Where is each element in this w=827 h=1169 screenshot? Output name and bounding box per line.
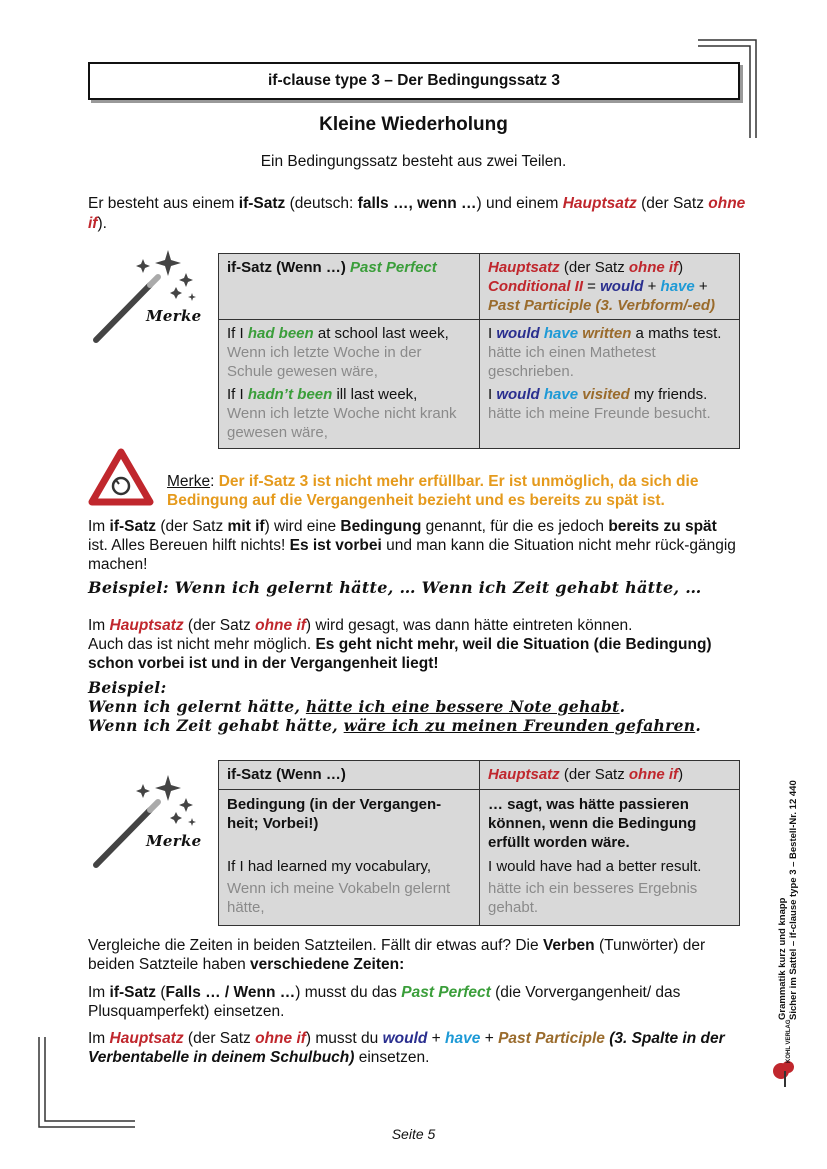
example-2-line-1: Wenn ich gelernt hätte, hätte ich eine bessere Note gehabt. — [88, 697, 626, 716]
warning-triangle-icon — [88, 448, 154, 506]
table2-main-body — [480, 790, 740, 926]
page-title-box — [88, 62, 740, 100]
magic-wand-icon — [88, 770, 208, 870]
table1-main-translation-1: hätte ich einen Mathetest geschrieben. — [488, 344, 656, 380]
magic-wand-icon — [88, 245, 208, 345]
magic-wand-merke-1 — [88, 245, 208, 345]
paragraph-if-clause: Im if-Satz (der Satz mit if) wird eine Bedingung genannt, für die es jedoch bereits zu spät ist. Alles Bereuen hilft nichts! Es ist vorbei und man kann die Situation nicht mehr rück-gängig machen! — [88, 518, 736, 573]
sidebar-vertical-text — [777, 780, 799, 1020]
paragraph-if-tense: Im if-Satz (Falls … / Wenn …) musst du das Past Perfect (die Vorvergangenheit/ das Plusquamperfekt) einsetzen. — [88, 984, 681, 1020]
table2-if-example: If I had learned my vocabulary, — [227, 858, 431, 875]
tense-table-1 — [218, 253, 740, 449]
tense-table-2 — [218, 760, 740, 926]
tree-logo-icon — [768, 1055, 800, 1095]
table1-if-example-2: If I hadn’t been ill last week, — [227, 386, 418, 403]
table2-main-description: … sagt, was hätte passieren können, wenn die Bedingung erfüllt worden wäre. — [488, 796, 697, 851]
table1-main-example-1: I would have written a maths test. — [488, 325, 722, 342]
magic-wand-merke-2 — [88, 770, 208, 870]
merke-label-2: Merke — [146, 832, 202, 850]
merke-label-1: Merke — [146, 307, 202, 325]
paragraph-main-tense: Im Hauptsatz (der Satz ohne if) musst du would + have + Past Participle (3. Spalte in der Verbentabelle in deinem Schulbuch) einsetzen. — [88, 1030, 725, 1066]
table2-if-description: Bedingung (in der Vergangen-heit; Vorbei!) — [227, 796, 442, 832]
paragraph-main-clause: Im Hauptsatz (der Satz ohne if) wird gesagt, was dann hätte eintreten können. Auch das ist nicht mehr möglich. Es geht nicht mehr, weil die Situation (die Bedingung) schon vorbei ist und in der Vergangenheit liegt! — [88, 617, 712, 672]
paragraph-compare: Vergleiche die Zeiten in beiden Satzteilen. Fällt dir etwas auf? Die Verben (Tunwörter) der beiden Satzteile haben verschiedene Zeiten: — [88, 937, 706, 973]
table1-main-example-2: I would have visited my friends. — [488, 386, 708, 403]
table2-if-body — [219, 790, 480, 926]
table2-main-example: I would have had a better result. — [488, 858, 702, 875]
sidebar-line-2: Sicher im Sattel – if-clause type 3 – Bestell-Nr. 12 440 — [788, 780, 799, 1020]
sidebar-line-1: Grammatik kurz und knapp — [777, 897, 788, 1020]
intro-line: Ein Bedingungssatz besteht aus zwei Teilen. — [260, 153, 567, 170]
table1-main-examples — [480, 320, 740, 449]
table2-main-translation: hätte ich ein besseres Ergebnis gehabt. — [488, 880, 698, 916]
table1-if-translation-1: Wenn ich letzte Woche in der Schule gewesen wäre, — [227, 344, 422, 380]
example-2 — [88, 678, 701, 735]
example-2-label: Beispiel: — [88, 678, 167, 697]
table1-header-if: if-Satz (Wenn …) Past Perfect — [219, 254, 480, 320]
example-1: Beispiel: Wenn ich gelernt hätte, … Wenn ich Zeit gehabt hätte, … — [88, 578, 702, 597]
table1-header-main: Hauptsatz (der Satz ohne if) Conditional II = would + have + Past Participle (3. Verbform/-ed) — [480, 254, 740, 320]
section-heading: Kleine Wiederholung — [319, 114, 508, 135]
table2-if-translation: Wenn ich meine Vokabeln gelernt hätte, — [227, 880, 451, 916]
intro-paragraph: Er besteht aus einem if-Satz (deutsch: falls …, wenn …) und einem Hauptsatz (der Satz ohne if). — [88, 195, 746, 232]
example-2-line-2: Wenn ich Zeit gehabt hätte, wäre ich zu meinen Freunden gefahren. — [88, 716, 702, 735]
table1-if-examples — [219, 320, 480, 449]
table1-main-translation-2: hätte ich meine Freunde besucht. — [488, 405, 711, 422]
warning-note: Merke: Der if-Satz 3 ist nicht mehr erfüllbar. Er ist unmöglich, da sich die Bedingung auf die Vergangenheit bezieht und es bereits zu spät ist. — [167, 473, 699, 509]
page-title: if-clause type 3 – Der Bedingungssatz 3 — [267, 72, 560, 89]
table2-header-main: Hauptsatz (der Satz ohne if) — [480, 761, 740, 790]
table1-if-example-1: If I had been at school last week, — [227, 325, 449, 342]
table2-header-if: if-Satz (Wenn …) — [219, 761, 480, 790]
publisher-logo — [768, 1019, 800, 1095]
publisher-logo-text: KOHL VERLAG — [786, 1019, 792, 1063]
table1-if-translation-2: Wenn ich letzte Woche nicht krank gewesen wäre, — [227, 405, 457, 441]
page-number: Seite 5 — [391, 1126, 436, 1142]
